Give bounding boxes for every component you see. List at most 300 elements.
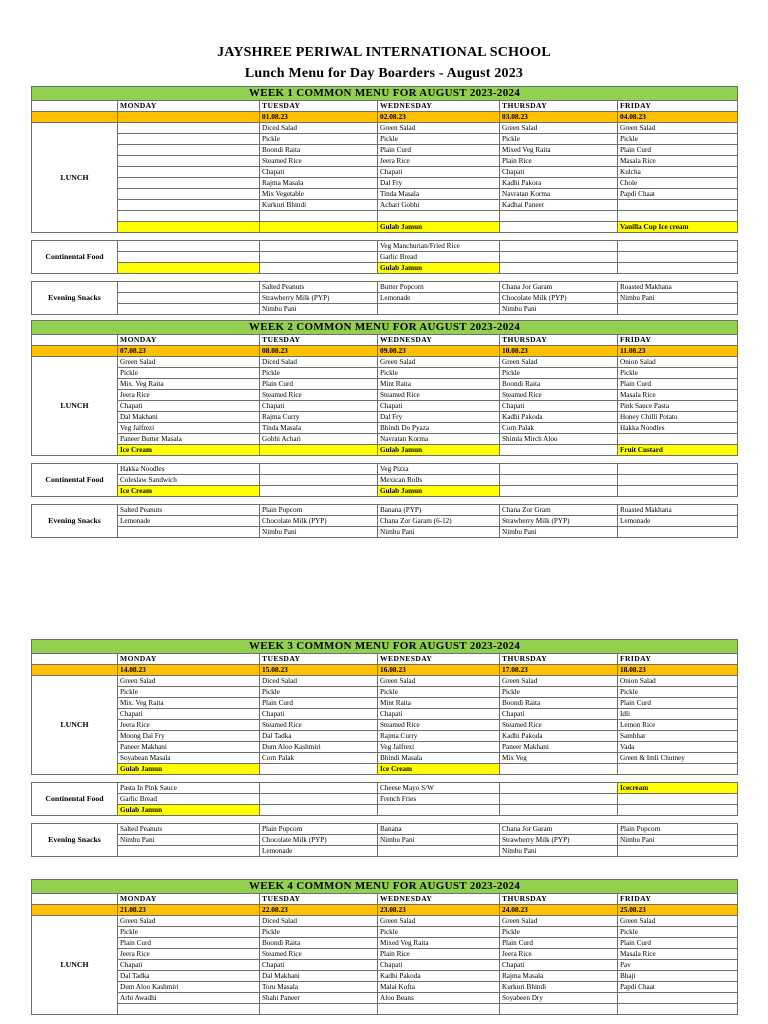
corner-cell (32, 335, 118, 346)
menu-item (260, 464, 378, 475)
menu-item: Nimbu Pani (378, 835, 500, 846)
menu-item: Shimla Mirch Aloo (500, 434, 618, 445)
menu-item: Pickle (260, 927, 378, 938)
evening-row (32, 293, 738, 304)
menu-item: Chapati (118, 709, 260, 720)
menu-item: Chole (618, 178, 738, 189)
menu-item: Gobhi Achari (260, 434, 378, 445)
lunch-label: LUNCH (32, 916, 118, 1015)
menu-item: Pickle (260, 368, 378, 379)
week-header-row (32, 321, 738, 335)
lunch-row (32, 167, 738, 178)
date-cell: 23.08.23 (378, 905, 500, 916)
menu-item (378, 1004, 500, 1015)
menu-item: Pickle (260, 687, 378, 698)
menu-subtitle: Lunch Menu for Day Boarders - August 2023 (244, 66, 524, 81)
menu-item (618, 1004, 738, 1015)
menu-item: Rajma Masala (500, 971, 618, 982)
day-header-wednesday: WEDNESDAY (378, 335, 500, 346)
date-cell: 01.08.23 (260, 112, 378, 123)
lunch-row (32, 676, 738, 687)
day-header-tuesday: TUESDAY (260, 101, 378, 112)
menu-item: Steamed Rice (500, 720, 618, 731)
menu-item: Diced Salad (260, 357, 378, 368)
lunch-row (32, 434, 738, 445)
menu-item (500, 783, 618, 794)
menu-item (378, 304, 500, 315)
date-row-label (32, 665, 118, 676)
menu-item (500, 805, 618, 816)
date-row (32, 665, 738, 676)
menu-item (118, 846, 260, 857)
menu-item: Pickle (618, 687, 738, 698)
menu-item: Butter Popcorn (378, 282, 500, 293)
menu-item: Green Salad (118, 357, 260, 368)
day-header-wednesday: WEDNESDAY (378, 101, 500, 112)
menu-item: Masala Rice (618, 949, 738, 960)
menu-item (500, 464, 618, 475)
menu-item: Navratan Korma (378, 434, 500, 445)
menu-item: Garlic Bread (118, 794, 260, 805)
menu-item: Lemon Rice (618, 720, 738, 731)
menu-item: Aloo Beans (378, 993, 500, 1004)
menu-item: Pickle (378, 927, 500, 938)
menu-item: Steamed Rice (378, 720, 500, 731)
section-spacer (32, 816, 738, 824)
evening-row (32, 505, 738, 516)
menu-item: Steamed Rice (260, 720, 378, 731)
menu-item: Dal Tadka (118, 971, 260, 982)
menu-item: Garlic Bread (378, 252, 500, 263)
lunch-row (32, 189, 738, 200)
menu-item: Boondi Raita (260, 145, 378, 156)
menu-item (618, 486, 738, 497)
menu-item: Veg Jalfrezi (118, 423, 260, 434)
menu-item: Toru Masala (260, 982, 378, 993)
menu-item: Salted Peanuts (118, 505, 260, 516)
continental-row (32, 805, 738, 816)
menu-item: Icecream (618, 783, 738, 794)
week-2-menu-table (31, 320, 738, 538)
menu-item (260, 222, 378, 233)
menu-item (118, 200, 260, 211)
evening-row (32, 824, 738, 835)
menu-item (500, 1004, 618, 1015)
menu-item: Steamed Rice (260, 390, 378, 401)
menu-item: Pickle (118, 368, 260, 379)
section-spacer (32, 233, 738, 241)
menu-item (260, 486, 378, 497)
spacer-cell (32, 456, 738, 464)
menu-item: Chapati (378, 401, 500, 412)
menu-item: Nimbu Pani (618, 293, 738, 304)
date-cell (118, 112, 260, 123)
date-row (32, 905, 738, 916)
menu-item: Green Salad (500, 357, 618, 368)
menu-item: Dum Aloo Kashmiri (118, 982, 260, 993)
menu-item: Jeera Rice (500, 949, 618, 960)
menu-item: Plain Popcorn (260, 505, 378, 516)
menu-item: Masala Rice (618, 390, 738, 401)
corner-cell (32, 654, 118, 665)
menu-item (260, 263, 378, 274)
menu-item (618, 805, 738, 816)
menu-item: Roasted Makhana (618, 505, 738, 516)
menu-item: Nimbu Pani (378, 527, 500, 538)
menu-item (260, 783, 378, 794)
lunch-label: LUNCH (32, 676, 118, 775)
lunch-row (32, 938, 738, 949)
menu-item: Pickle (378, 687, 500, 698)
menu-item: Ice Cream (118, 445, 260, 456)
menu-item: Bhaji (618, 971, 738, 982)
menu-item: Steamed Rice (260, 949, 378, 960)
menu-item: Masala Rice (618, 156, 738, 167)
menu-item: Soyabeen Dry (500, 993, 618, 1004)
menu-item: Chapati (378, 709, 500, 720)
menu-item: Lemonade (260, 846, 378, 857)
menu-item (618, 200, 738, 211)
lunch-row (32, 927, 738, 938)
menu-item (500, 222, 618, 233)
menu-item: Ice Cream (118, 486, 260, 497)
continental-row (32, 263, 738, 274)
menu-item (118, 263, 260, 274)
date-cell: 16.08.23 (378, 665, 500, 676)
menu-item: Hakka Noodles (118, 464, 260, 475)
menu-item: Chana Jor Garam (500, 824, 618, 835)
menu-item (378, 846, 500, 857)
menu-item: Plain Curd (118, 938, 260, 949)
date-cell: 07.08.23 (118, 346, 260, 357)
menu-item: Honey Chilli Potato (618, 412, 738, 423)
menu-item (118, 282, 260, 293)
menu-item: Dal Fry (378, 178, 500, 189)
lunch-row (32, 412, 738, 423)
date-row (32, 112, 738, 123)
menu-item: Veg Jalfrezi (378, 742, 500, 753)
menu-item (618, 475, 738, 486)
menu-item (118, 134, 260, 145)
lunch-row (32, 379, 738, 390)
evening-snacks-label: Evening Snacks (32, 282, 118, 315)
menu-item: Mix. Veg Raita (118, 698, 260, 709)
menu-item: Mix Veg (500, 753, 618, 764)
day-header-friday: FRIDAY (618, 335, 738, 346)
menu-item (618, 211, 738, 222)
evening-row (32, 527, 738, 538)
menu-item: Cheese Mayo S/W (378, 783, 500, 794)
menu-item: Strawberry Milk (PYP) (500, 835, 618, 846)
week-title: WEEK 1 COMMON MENU FOR AUGUST 2023-2024 (32, 87, 738, 101)
day-header-row (32, 335, 738, 346)
menu-item: Pasta In Pink Sauce (118, 783, 260, 794)
menu-item: Tinda Masala (378, 189, 500, 200)
date-cell: 03.08.23 (500, 112, 618, 123)
menu-item: Steamed Rice (260, 156, 378, 167)
menu-item: Tinda Masala (260, 423, 378, 434)
evening-snacks-label: Evening Snacks (32, 505, 118, 538)
lunch-row (32, 742, 738, 753)
menu-item: Dal Makhani (260, 971, 378, 982)
lunch-row (32, 960, 738, 971)
menu-item (618, 527, 738, 538)
continental-food-label: Continental Food (32, 464, 118, 497)
menu-item: Rajma Masala (260, 178, 378, 189)
date-cell: 09.08.23 (378, 346, 500, 357)
menu-item (118, 178, 260, 189)
menu-item: Green Salad (618, 123, 738, 134)
menu-item: Vada (618, 742, 738, 753)
week-header-row (32, 640, 738, 654)
menu-item: Lemonade (618, 516, 738, 527)
menu-item: Chapati (500, 401, 618, 412)
menu-item (118, 293, 260, 304)
lunch-row (32, 211, 738, 222)
section-spacer (32, 274, 738, 282)
menu-item: Kadhi Pakora (500, 178, 618, 189)
spacer-cell (32, 775, 738, 783)
menu-item: Corn Palak (500, 423, 618, 434)
date-cell: 25.08.23 (618, 905, 738, 916)
menu-item: Hakka Noodles (618, 423, 738, 434)
menu-item: Diced Salad (260, 676, 378, 687)
lunch-label: LUNCH (32, 123, 118, 233)
menu-item: Pickle (378, 134, 500, 145)
menu-item: Diced Salad (260, 123, 378, 134)
lunch-row (32, 390, 738, 401)
menu-item: Boondi Raita (500, 379, 618, 390)
menu-item: Corn Palak (260, 753, 378, 764)
menu-item: Coleslaw Sandwich (118, 475, 260, 486)
menu-item: Plain Curd (618, 379, 738, 390)
menu-item: Pickle (500, 368, 618, 379)
menu-item (118, 123, 260, 134)
menu-item: Chapati (500, 709, 618, 720)
week-title: WEEK 4 COMMON MENU FOR AUGUST 2023-2024 (32, 880, 738, 894)
menu-item (260, 475, 378, 486)
lunch-row (32, 200, 738, 211)
section-spacer (32, 497, 738, 505)
menu-item: Kurkuri Bhindi (260, 200, 378, 211)
menu-item: Chocolate Milk (PYP) (260, 835, 378, 846)
continental-row (32, 475, 738, 486)
date-cell: 10.08.23 (500, 346, 618, 357)
menu-item: Jeera Rice (118, 949, 260, 960)
menu-item: Gulab Jamun (118, 764, 260, 775)
date-cell: 18.08.23 (618, 665, 738, 676)
menu-item: Chana Jor Garam (500, 282, 618, 293)
menu-item: Kulcha (618, 167, 738, 178)
menu-item (618, 304, 738, 315)
lunch-label: LUNCH (32, 357, 118, 456)
menu-item (500, 475, 618, 486)
menu-item: Paneer Butter Masala (118, 434, 260, 445)
menu-item: Pickle (118, 687, 260, 698)
menu-item (618, 464, 738, 475)
menu-item: Mint Raita (378, 379, 500, 390)
menu-item: Pickle (618, 368, 738, 379)
menu-item: Plain Curd (260, 379, 378, 390)
menu-item: Nimbu Pani (260, 527, 378, 538)
menu-item: Strawberry Milk (PYP) (500, 516, 618, 527)
menu-item (118, 1004, 260, 1015)
date-cell: 08.08.23 (260, 346, 378, 357)
menu-item: Mint Raita (378, 698, 500, 709)
menu-item: Chana Zor Garam (6-12) (378, 516, 500, 527)
day-header-wednesday: WEDNESDAY (378, 654, 500, 665)
menu-item (260, 241, 378, 252)
menu-item: Green Salad (618, 916, 738, 927)
week-header-row (32, 87, 738, 101)
menu-item: Jeera Rice (118, 720, 260, 731)
menu-item: Kadhi Pakoda (500, 731, 618, 742)
menu-item: Moong Dal Fry (118, 731, 260, 742)
menu-item: Roasted Makhana (618, 282, 738, 293)
menu-item: Onion Salad (618, 676, 738, 687)
menu-item (118, 156, 260, 167)
menu-item (118, 304, 260, 315)
menu-item (500, 794, 618, 805)
date-cell: 15.08.23 (260, 665, 378, 676)
lunch-row (32, 123, 738, 134)
date-cell: 04.08.23 (618, 112, 738, 123)
menu-item: Green Salad (378, 123, 500, 134)
menu-item: Jeera Rice (378, 156, 500, 167)
menu-item: Plain Curd (618, 938, 738, 949)
menu-item: Dal Tadka (260, 731, 378, 742)
menu-item: Rajma Curry (260, 412, 378, 423)
menu-item: Steamed Rice (378, 390, 500, 401)
menu-item: Kadhai Paneer (500, 200, 618, 211)
spacer-cell (32, 816, 738, 824)
day-header-monday: MONDAY (118, 894, 260, 905)
day-header-friday: FRIDAY (618, 894, 738, 905)
menu-item: Mexican Rolls (378, 475, 500, 486)
week-1-menu-table (31, 86, 738, 315)
menu-item: Paneer Makhani (500, 742, 618, 753)
menu-item: Pickle (500, 927, 618, 938)
spacer-cell (32, 497, 738, 505)
date-cell: 21.08.23 (118, 905, 260, 916)
menu-item: Green Salad (378, 357, 500, 368)
day-header-thursday: THURSDAY (500, 894, 618, 905)
continental-row (32, 464, 738, 475)
menu-item: Chapati (260, 709, 378, 720)
day-header-monday: MONDAY (118, 335, 260, 346)
menu-item: Pickle (500, 687, 618, 698)
menu-item: Nimbu Pani (260, 304, 378, 315)
menu-item: Papdi Chaat (618, 189, 738, 200)
menu-item: Plain Popcorn (260, 824, 378, 835)
continental-row (32, 486, 738, 497)
lunch-row (32, 222, 738, 233)
menu-item: Bhindi Do Pyaza (378, 423, 500, 434)
menu-item: Malai Kofta (378, 982, 500, 993)
menu-item: Paneer Makhani (118, 742, 260, 753)
lunch-row (32, 720, 738, 731)
menu-item: Chapati (260, 401, 378, 412)
menu-item: Nimbu Pani (618, 835, 738, 846)
menu-item: Veg Pizza (378, 464, 500, 475)
day-header-friday: FRIDAY (618, 654, 738, 665)
menu-item (260, 211, 378, 222)
corner-cell (32, 894, 118, 905)
continental-row (32, 241, 738, 252)
continental-food-label: Continental Food (32, 241, 118, 274)
day-header-monday: MONDAY (118, 101, 260, 112)
menu-item: Arbi Awadhi (118, 993, 260, 1004)
date-row-label (32, 346, 118, 357)
menu-item: Bhindi Masala (378, 753, 500, 764)
menu-item (118, 211, 260, 222)
menu-item: Boondi Raita (260, 938, 378, 949)
date-cell: 02.08.23 (378, 112, 500, 123)
menu-item: Dum Aloo Kashmiri (260, 742, 378, 753)
lunch-row (32, 698, 738, 709)
menu-item: Strawberry Milk (PYP) (260, 293, 378, 304)
menu-item (500, 263, 618, 274)
menu-item: Jeera Rice (118, 390, 260, 401)
menu-item: Vanilla Cup Ice cream (618, 222, 738, 233)
menu-item: Pickle (378, 368, 500, 379)
menu-item (118, 527, 260, 538)
menu-item: Plain Popcorn (618, 824, 738, 835)
menu-item: Diced Salad (260, 916, 378, 927)
menu-item: Mix. Veg Raita (118, 379, 260, 390)
section-spacer (32, 775, 738, 783)
lunch-row (32, 764, 738, 775)
menu-item: Pickle (500, 134, 618, 145)
menu-item: Plain Rice (378, 949, 500, 960)
lunch-row (32, 145, 738, 156)
menu-item: Green Salad (378, 916, 500, 927)
date-cell: 14.08.23 (118, 665, 260, 676)
menu-item: Green Salad (500, 676, 618, 687)
menu-item (260, 252, 378, 263)
menu-item (618, 846, 738, 857)
menu-item: Veg Manchurian/Fried Rice (378, 241, 500, 252)
menu-item: Plain Curd (260, 698, 378, 709)
menu-item (618, 252, 738, 263)
menu-item: Shahi Paneer (260, 993, 378, 1004)
date-cell: 22.08.23 (260, 905, 378, 916)
evening-row (32, 846, 738, 857)
menu-item: Nimbu Pani (500, 527, 618, 538)
menu-item (618, 993, 738, 1004)
menu-item (378, 211, 500, 222)
spacer-cell (32, 233, 738, 241)
day-header-thursday: THURSDAY (500, 335, 618, 346)
menu-item: Salted Peanuts (118, 824, 260, 835)
lunch-row (32, 401, 738, 412)
menu-item: Onion Salad (618, 357, 738, 368)
week-title: WEEK 2 COMMON MENU FOR AUGUST 2023-2024 (32, 321, 738, 335)
menu-item: Nimbu Pani (500, 846, 618, 857)
menu-item: Green Salad (500, 916, 618, 927)
lunch-row (32, 949, 738, 960)
week-4-menu-table (31, 879, 738, 1015)
date-cell: 11.08.23 (618, 346, 738, 357)
day-header-thursday: THURSDAY (500, 654, 618, 665)
lunch-row (32, 753, 738, 764)
menu-item: Chapati (118, 401, 260, 412)
menu-item: Pickle (618, 134, 738, 145)
evening-row (32, 304, 738, 315)
menu-item (618, 794, 738, 805)
menu-item (500, 241, 618, 252)
menu-item: Chapati (378, 167, 500, 178)
